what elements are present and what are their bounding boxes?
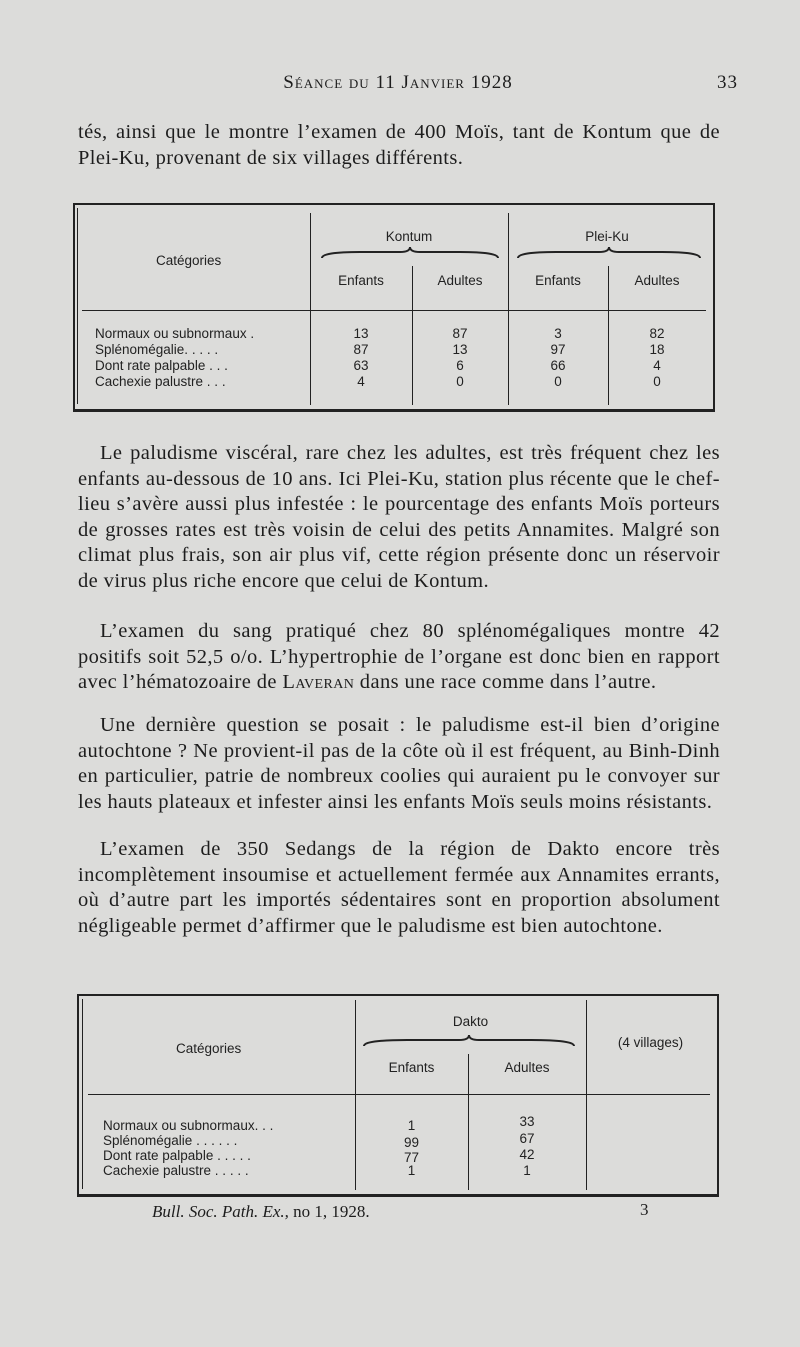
group-pleiku: Plei-Ku bbox=[585, 229, 629, 244]
sub-adultes: Adultes bbox=[504, 1060, 550, 1075]
author-name: Laveran bbox=[282, 671, 355, 693]
brace-pleiku bbox=[516, 246, 702, 260]
table-double-rule bbox=[77, 1195, 719, 1197]
cell: 1 bbox=[523, 1163, 531, 1178]
header-categories: Catégories bbox=[156, 253, 222, 268]
paragraph-question: Une dernière question se posait : le paludisme est-il bien d’origine autochtone ? Ne provient-il pas de la côte où il est fréquent, au Binh-Dinh en particulier, patrie de nombreux coolies qui auraient pu le convoyer sur les hauts plateaux et infester ainsi les enfants Moïs seuls moins résistants. bbox=[78, 714, 720, 813]
cell: 33 bbox=[519, 1114, 535, 1129]
cell: 82 bbox=[649, 326, 665, 341]
row-label: Dont rate palpable . . . bbox=[95, 358, 228, 373]
cell: 0 bbox=[554, 374, 562, 389]
running-title: Séance du 11 Janvier 1928 bbox=[283, 72, 513, 93]
page-header bbox=[78, 72, 738, 102]
row-label: Cachexie palustre . . . bbox=[95, 374, 226, 389]
cell: 87 bbox=[452, 326, 468, 341]
cell: 42 bbox=[519, 1147, 535, 1162]
sub-adultes: Adultes bbox=[437, 273, 483, 288]
header-rule bbox=[88, 1094, 710, 1095]
cell: 4 bbox=[653, 358, 661, 373]
paragraph-intro: tés, ainsi que le montre l’examen de 400 Moïs, tant de Kontum que de Plei-Ku, provenant de six villages différents. bbox=[78, 121, 720, 169]
cell: 1 bbox=[407, 1163, 416, 1178]
sub-adultes: Adultes bbox=[634, 273, 680, 288]
cell: 3 bbox=[554, 326, 562, 341]
table-inner-rule bbox=[82, 999, 83, 1189]
cell: 6 bbox=[456, 358, 464, 373]
cell: 87 bbox=[353, 342, 369, 357]
text-run: dans une race comme dans l’autre. bbox=[354, 671, 657, 693]
cell: 77 bbox=[403, 1150, 420, 1165]
sub-enfants: Enfants bbox=[535, 273, 581, 288]
brace-dakto bbox=[362, 1034, 576, 1048]
cell: 0 bbox=[456, 374, 464, 389]
row-label: Dont rate palpable . . . . . bbox=[103, 1148, 251, 1163]
cell: 13 bbox=[452, 342, 468, 357]
cell: 0 bbox=[653, 374, 661, 389]
cell: 4 bbox=[357, 374, 365, 389]
group-villages: (4 villages) bbox=[617, 1035, 684, 1050]
cell: 67 bbox=[519, 1131, 535, 1146]
row-label: Splénomégalie . . . . . . bbox=[103, 1133, 238, 1148]
journal-title: Bull. Soc. Path. Ex., bbox=[152, 1202, 289, 1221]
cell: 13 bbox=[353, 326, 369, 341]
paragraph-dakto: L’examen de 350 Sedangs de la région de Dakto encore très incomplètement insoumise et actuellement fermée aux Annamites errants, où d’autre part les importés sédentaires sont en proportion absolument négligeable permet d’affirmer que le paludisme est bien autochtone. bbox=[78, 838, 720, 937]
row-label: Splénomégalie. . . . . bbox=[95, 342, 219, 357]
column-divider bbox=[586, 1000, 587, 1190]
signature-mark: 3 bbox=[640, 1200, 649, 1219]
text-run: L’examen du sang pratiqué chez 80 splénomégaliques montre 42 positifs soit 52,5 o/o. L’hypertrophie de l’organe est donc bien en rapport avec l’hématozoaire de bbox=[78, 620, 720, 693]
row-label: Normaux ou subnormaux. . . bbox=[103, 1118, 274, 1133]
footer-citation bbox=[152, 1202, 370, 1222]
table-double-rule bbox=[73, 410, 715, 412]
cell: 18 bbox=[649, 342, 665, 357]
paragraph-examen-sang bbox=[78, 619, 720, 696]
row-label: Normaux ou subnormaux . bbox=[95, 326, 255, 341]
row-label: Cachexie palustre . . . . . bbox=[103, 1163, 249, 1178]
cell: 63 bbox=[353, 358, 369, 373]
brace-kontum bbox=[320, 246, 500, 260]
journal-issue: no 1, 1928. bbox=[293, 1202, 370, 1221]
cell: 1 bbox=[407, 1118, 416, 1133]
table-inner-rule bbox=[77, 208, 78, 404]
cell: 99 bbox=[403, 1135, 420, 1150]
cell: 97 bbox=[550, 342, 566, 357]
paragraph-paludisme: Le paludisme viscéral, rare chez les adultes, est très fréquent chez les enfants au-dessous de 10 ans. Ici Plei-Ku, station plus récente que le chef-lieu s’avère aussi plus infestée : le pourcentage des enfants Moïs porteurs de grosses rates est très voisin de celui des petits Annamites. Malgré son climat plus frais, son air plus vif, cette région présente donc un réservoir de virus plus riche encore que celui de Kontum. bbox=[78, 442, 720, 592]
group-dakto: Dakto bbox=[452, 1014, 489, 1029]
sub-enfants: Enfants bbox=[338, 273, 384, 288]
group-kontum: Kontum bbox=[385, 229, 433, 244]
sub-enfants: Enfants bbox=[388, 1060, 435, 1075]
page-number: 33 bbox=[717, 72, 738, 93]
header-rule bbox=[82, 310, 706, 311]
cell: 66 bbox=[550, 358, 566, 373]
header-categories: Catégories bbox=[176, 1041, 242, 1056]
